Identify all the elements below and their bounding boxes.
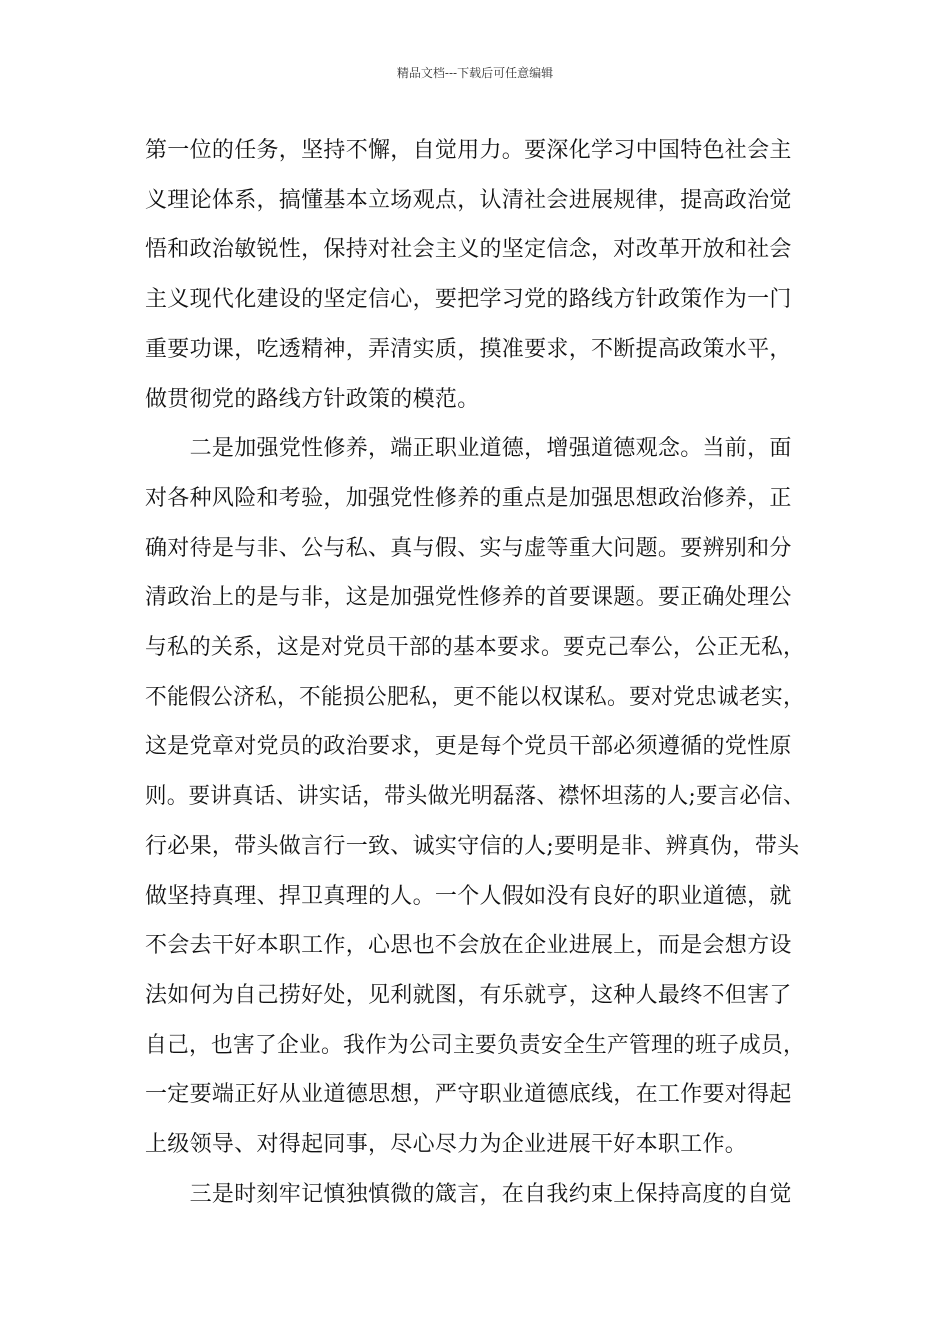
text-line: 不能假公济私，不能损公肥私，更不能以权谋私。要对党忠诚老实， — [145, 684, 806, 710]
text-line: 一定要端正好从业道德思想，严守职业道德底线，在工作要对得起 — [145, 1082, 792, 1108]
text-line: 行必果，带头做言行一致、诚实守信的人;要明是非、辨真伪，带头 — [145, 833, 800, 859]
text-line: 这是党章对党员的政治要求，更是每个党员干部必须遵循的党性原 — [145, 734, 792, 760]
text-line: 二是加强党性修养，端正职业道德，增强道德观念。当前，面 — [145, 436, 792, 462]
text-line: 不会去干好本职工作，心思也不会放在企业进展上，而是会想方设 — [145, 933, 792, 959]
text-line: 法如何为自己捞好处，见利就图，有乐就亨，这种人最终不但害了 — [145, 982, 792, 1008]
text-line: 主义现代化建设的坚定信心，要把学习党的路线方针政策作为一门 — [145, 287, 792, 313]
text-line: 对各种风险和考验，加强党性修养的重点是加强思想政治修养，正 — [145, 485, 792, 511]
text-line: 上级领导、对得起同事，尽心尽力为企业进展干好本职工作。 — [145, 1132, 748, 1157]
page-header: 精品文档---下载后可任意编辑 — [396, 66, 554, 80]
text-line: 确对待是与非、公与私、真与假、实与虚等重大问题。要辨别和分 — [145, 535, 792, 561]
text-line: 义理论体系，搞懂基本立场观点，认清社会进展规律，提高政治觉 — [145, 187, 792, 213]
text-line: 悟和政治敏锐性，保持对社会主义的坚定信念，对改革开放和社会 — [145, 237, 792, 263]
text-line: 与私的关系，这是对党员干部的基本要求。要克己奉公，公正无私， — [145, 635, 806, 660]
text-line: 重要功课，吃透精神，弄清实质，摸准要求，不断提高政策水平， — [145, 336, 792, 362]
text-line: 做贯彻党的路线方针政策的模范。 — [145, 386, 480, 412]
text-line: 清政治上的是与非，这是加强党性修养的首要课题。要正确处理公 — [145, 585, 792, 611]
text-line: 第一位的任务，坚持不懈，自觉用力。要深化学习中国特色社会主 — [145, 138, 792, 163]
text-line: 自己，也害了企业。我作为公司主要负责安全生产管理的班子成员， — [145, 1032, 806, 1058]
text-line: 三是时刻牢记慎独慎微的箴言，在自我约束上保持高度的自觉 — [145, 1181, 792, 1207]
text-line: 做坚持真理、捍卫真理的人。一个人假如没有良好的职业道德，就 — [145, 883, 792, 909]
text-line: 则。要讲真话、讲实话，带头做光明磊落、襟怀坦荡的人;要言必信、 — [145, 784, 805, 810]
